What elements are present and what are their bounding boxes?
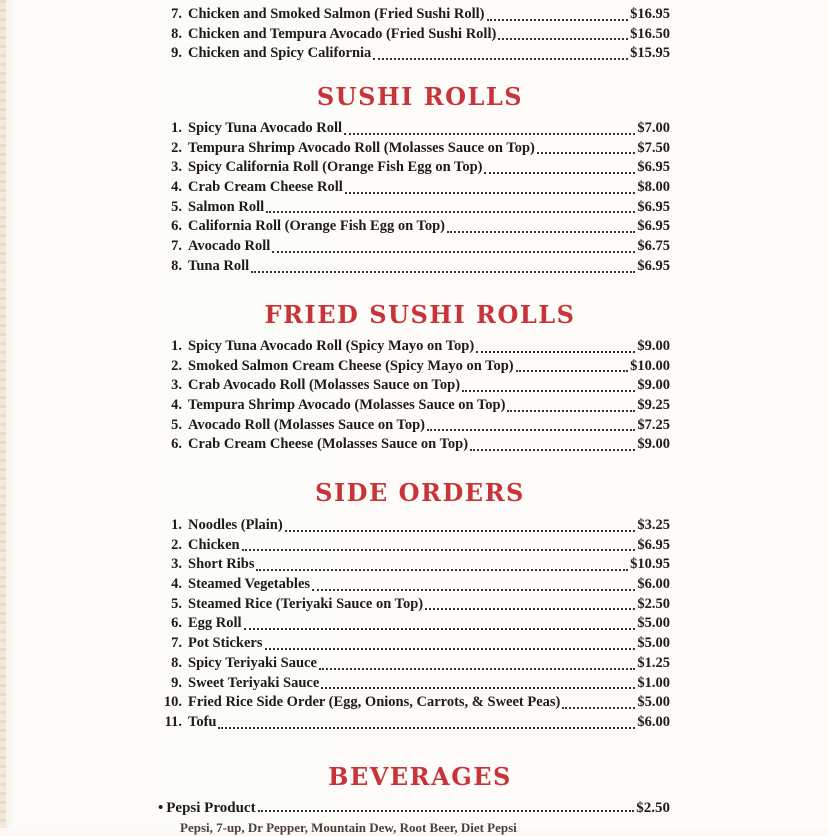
leader-dots <box>319 668 635 670</box>
item-price: $7.00 <box>637 120 670 136</box>
item-price: $9.00 <box>637 338 670 354</box>
item-number: 5. <box>171 198 182 215</box>
item-name: Tempura Shrimp Avocado Roll (Molasses Sauce on Top) <box>188 139 535 156</box>
leader-dots <box>427 429 635 431</box>
item-name: Smoked Salmon Cream Cheese (Spicy Mayo on Top) <box>188 357 514 374</box>
item-name: Spicy California Roll (Orange Fish Egg on Top) <box>188 159 483 176</box>
item-name: Tuna Roll <box>188 257 250 274</box>
item-price: $1.00 <box>637 674 670 691</box>
menu-item <box>150 694 670 714</box>
menu-item <box>150 596 670 616</box>
item-number: 11. <box>164 713 182 730</box>
item-number: 1. <box>171 120 182 136</box>
item-name: Fried Rice Side Order (Egg, Onions, Carrots, & Sweet Peas) <box>188 694 561 711</box>
leader-dots <box>344 133 635 135</box>
menu-item <box>150 537 670 557</box>
item-name: Spicy Teriyaki Sauce <box>188 654 317 671</box>
item-number: 4. <box>171 397 182 414</box>
menu-item <box>150 258 670 278</box>
leader-dots <box>487 19 629 21</box>
menu-item <box>150 45 670 65</box>
item-price: $16.95 <box>630 6 670 22</box>
item-price: $6.95 <box>637 198 670 215</box>
menu-item <box>150 517 670 537</box>
item-name: Egg Roll <box>188 615 242 632</box>
item-price: $2.50 <box>637 595 670 612</box>
menu-item <box>150 615 670 635</box>
leader-dots <box>507 410 635 412</box>
item-name: Tempura Shrimp Avocado (Molasses Sauce on Top) <box>188 397 506 414</box>
leader-dots <box>272 251 635 253</box>
page-edge <box>0 0 6 828</box>
sushi-rolls-list <box>150 120 670 278</box>
item-price: $9.00 <box>637 436 670 453</box>
menu-item <box>150 159 670 179</box>
menu-item <box>150 338 670 358</box>
leader-dots <box>285 530 636 532</box>
menu-item <box>150 6 670 26</box>
item-price: $6.00 <box>637 576 670 593</box>
item-name: Chicken and Spicy California <box>188 45 372 62</box>
menu-item <box>150 199 670 219</box>
item-number: 8. <box>171 257 182 274</box>
item-price: $16.50 <box>630 25 670 42</box>
leader-dots <box>498 38 628 40</box>
menu-item <box>150 635 670 655</box>
item-price: $5.00 <box>637 635 670 652</box>
item-name: Pot Stickers <box>188 635 263 652</box>
top-items-list <box>150 6 670 65</box>
item-name: Salmon Roll <box>188 198 265 215</box>
item-number: 9. <box>171 45 182 62</box>
item-number: 10. <box>163 694 182 711</box>
item-number: 5. <box>171 416 182 433</box>
leader-dots <box>266 211 635 213</box>
item-number: 7. <box>171 635 182 652</box>
item-price: $7.50 <box>637 139 670 156</box>
leader-dots <box>484 172 635 174</box>
item-number: 1. <box>171 338 182 354</box>
side-orders-list <box>150 517 670 734</box>
item-name: Spicy Tuna Avocado Roll (Spicy Mayo on Top) <box>188 338 475 354</box>
leader-dots <box>312 589 635 591</box>
section-title-fried-sushi-rolls: FRIED SUSHI ROLLS <box>264 300 576 329</box>
menu-item <box>150 358 670 378</box>
leader-dots <box>242 549 636 551</box>
item-number: 8. <box>171 654 182 671</box>
item-name: California Roll (Orange Fish Egg on Top) <box>188 218 446 235</box>
leader-dots <box>447 231 635 233</box>
item-price: $6.75 <box>637 238 670 255</box>
item-number: 9. <box>171 674 182 691</box>
fried-sushi-rolls-list <box>150 338 670 456</box>
menu-item <box>150 417 670 437</box>
item-number: 7. <box>171 6 182 22</box>
item-number: 6. <box>171 218 182 235</box>
item-name: Short Ribs <box>188 556 255 573</box>
item-price: $9.25 <box>637 397 670 414</box>
item-number: 5. <box>171 595 182 612</box>
item-price: $6.95 <box>637 159 670 176</box>
item-number: 6. <box>171 436 182 453</box>
leader-dots <box>537 152 636 154</box>
menu-item <box>150 655 670 675</box>
menu-item <box>150 238 670 258</box>
menu-item <box>150 120 670 140</box>
item-price: $9.00 <box>637 377 670 394</box>
item-name: Chicken <box>188 536 240 553</box>
menu-item <box>150 179 670 199</box>
leader-dots <box>244 628 636 630</box>
leader-dots <box>345 192 636 194</box>
section-title-side-orders: SIDE ORDERS <box>315 478 525 507</box>
item-name: Crab Cream Cheese Roll <box>188 179 343 196</box>
item-name: Chicken and Tempura Avocado (Fried Sushi Roll) <box>188 25 497 42</box>
item-number: 6. <box>171 615 182 632</box>
menu-item <box>150 140 670 160</box>
leader-dots <box>218 727 635 729</box>
item-name: Sweet Teriyaki Sauce <box>188 674 320 691</box>
item-name: Avocado Roll (Molasses Sauce on Top) <box>188 416 425 433</box>
item-number: 4. <box>171 179 182 196</box>
leader-dots <box>258 810 635 812</box>
item-price: $1.25 <box>637 654 670 671</box>
item-price: $3.25 <box>637 517 670 533</box>
leader-dots <box>373 58 628 60</box>
item-name: Avocado Roll <box>188 238 271 255</box>
leader-dots <box>256 569 628 571</box>
item-number: 3. <box>171 377 182 394</box>
beverage-item <box>158 800 670 817</box>
leader-dots <box>462 390 635 392</box>
item-price: $10.00 <box>630 357 670 374</box>
item-price: $15.95 <box>630 45 670 62</box>
menu-item <box>150 675 670 695</box>
leader-dots <box>321 687 635 689</box>
item-number: 1. <box>171 517 182 533</box>
menu-item <box>150 26 670 46</box>
bullet: • <box>158 800 164 816</box>
item-price: $6.95 <box>637 218 670 235</box>
item-price: $5.00 <box>637 694 670 711</box>
leader-dots <box>562 707 635 709</box>
section-title-beverages: BEVERAGES <box>328 762 512 791</box>
item-name: Pepsi Product <box>166 800 256 816</box>
item-number: 4. <box>171 576 182 593</box>
item-name: Crab Avocado Roll (Molasses Sauce on Top) <box>188 377 461 394</box>
item-price: $10.95 <box>630 556 670 573</box>
item-price: $5.00 <box>637 615 670 632</box>
item-name: Steamed Rice (Teriyaki Sauce on Top) <box>188 595 424 612</box>
item-number: 7. <box>171 238 182 255</box>
menu-item <box>150 714 670 734</box>
item-name: Tofu <box>188 713 217 730</box>
item-number: 3. <box>171 556 182 573</box>
leader-dots <box>265 648 636 650</box>
item-price: $7.25 <box>637 416 670 433</box>
menu-item <box>150 556 670 576</box>
item-name: Noodles (Plain) <box>188 517 283 533</box>
leader-dots <box>516 370 629 372</box>
menu-item <box>150 377 670 397</box>
item-name: Steamed Vegetables <box>188 576 311 593</box>
item-number: 2. <box>171 139 182 156</box>
item-price: $8.00 <box>637 179 670 196</box>
menu-item <box>150 397 670 417</box>
menu-item <box>150 436 670 456</box>
menu-item <box>150 218 670 238</box>
leader-dots <box>476 351 635 353</box>
item-name: Crab Cream Cheese (Molasses Sauce on Top) <box>188 436 469 453</box>
item-number: 3. <box>171 159 182 176</box>
item-price: $6.95 <box>637 257 670 274</box>
item-price: $6.00 <box>637 713 670 730</box>
item-name: Spicy Tuna Avocado Roll <box>188 120 343 136</box>
menu-item <box>150 576 670 596</box>
section-title-sushi-rolls: SUSHI ROLLS <box>316 82 524 111</box>
item-price: $2.50 <box>636 800 670 816</box>
beverage-sub-line: Pepsi, 7-up, Dr Pepper, Mountain Dew, Root Beer, Diet Pepsi <box>180 820 517 835</box>
item-name: Chicken and Smoked Salmon (Fried Sushi Roll) <box>188 6 485 22</box>
item-number: 2. <box>171 536 182 553</box>
item-number: 8. <box>171 25 182 42</box>
leader-dots <box>470 449 635 451</box>
leader-dots <box>425 608 635 610</box>
item-price: $6.95 <box>637 536 670 553</box>
item-number: 2. <box>171 357 182 374</box>
leader-dots <box>251 271 635 273</box>
